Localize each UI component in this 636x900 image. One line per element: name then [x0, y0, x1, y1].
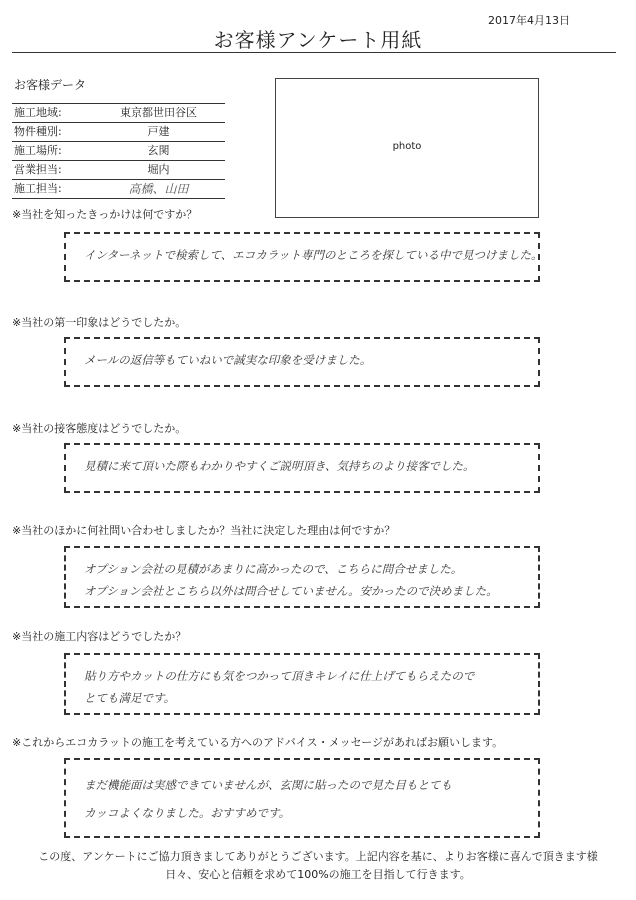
question-1: ※当社を知ったきっかけは何ですか？	[12, 208, 198, 221]
customer-data-table	[12, 103, 225, 199]
customer-value-location: 玄関	[147, 144, 170, 157]
answer-6-line-2: カッコよくなりました。おすすめです。	[84, 806, 291, 820]
question-2: ※当社の第一印象はどうでしたか。	[12, 316, 187, 329]
answer-4-line-1: オプション会社の見積があまりに高かったので、こちらに問合せました。	[84, 562, 463, 576]
answer-4-line-2: オプション会社とこちら以外は問合せしていません。安かったので決めました。	[84, 584, 498, 598]
page-title: お客様アンケート用紙	[213, 28, 423, 52]
customer-value-sales-staff: 堀内	[147, 163, 170, 176]
photo-box	[275, 78, 539, 218]
answer-box-4	[64, 546, 540, 608]
answer-2-line-1: メールの返信等もていねいで誠実な印象を受けました。	[84, 353, 372, 367]
title-rule	[12, 52, 616, 53]
footer-line-2: 日々、安心と信頼を求めて100%の施工を目指して行きます。	[165, 868, 471, 881]
customer-value-area: 東京都世田谷区	[120, 106, 197, 119]
answer-box-2	[64, 337, 540, 387]
customer-label-sales-staff: 営業担当:	[14, 163, 62, 176]
customer-row-property-type	[12, 123, 225, 142]
customer-label-location: 施工場所:	[14, 144, 62, 157]
question-6: ※これからエコカラットの施工を考えている方へのアドバイス・メッセージがあればお願いします。	[12, 736, 504, 749]
customer-label-area: 施工地域:	[14, 106, 62, 119]
question-5: ※当社の施工内容はどうでしたか？	[12, 630, 187, 643]
answer-5-line-1: 貼り方やカットの仕方にも気をつかって頂きキレイに仕上げてもらえたので	[84, 669, 475, 683]
date: 2017年4月13日	[488, 14, 570, 27]
photo-label: photo	[392, 141, 422, 152]
customer-row-area	[12, 104, 225, 123]
customer-row-sales-staff	[12, 161, 225, 180]
answer-3-line-1: 見積に来て頂いた際もわかりやすくご説明頂き、気持ちのより接客でした。	[84, 459, 475, 473]
customer-row-installers	[12, 180, 225, 199]
customer-value-property-type: 戸建	[147, 125, 170, 138]
customer-label-property-type: 物件種別:	[14, 125, 62, 138]
answer-1-line-1: インターネットで検索して、エコカラット専門のところを探している中で見つけました。	[84, 248, 543, 262]
customer-data-heading: お客様データ	[14, 78, 87, 92]
answer-box-3	[64, 443, 540, 493]
customer-value-installers: 高橋、山田	[128, 182, 189, 196]
answer-box-1	[64, 232, 543, 282]
answer-box-6	[64, 758, 540, 838]
customer-label-installers: 施工担当:	[14, 182, 62, 195]
question-3: ※当社の接客態度はどうでしたか。	[12, 422, 187, 435]
answer-5-line-2: とても満足です。	[84, 691, 176, 705]
answer-box-5	[64, 653, 540, 715]
answer-6-line-1: まだ機能面は実感できていませんが、玄関に貼ったので見た目もとても	[84, 778, 452, 792]
customer-row-location	[12, 142, 225, 161]
footer-line-1: この度、アンケートにご協力頂きましてありがとうございます。上記内容を基に、よりお客様に喜んで頂きます様	[38, 850, 598, 863]
question-4: ※当社のほかに何社問い合わせしましたか？当社に決定した理由は何ですか？	[12, 524, 396, 537]
